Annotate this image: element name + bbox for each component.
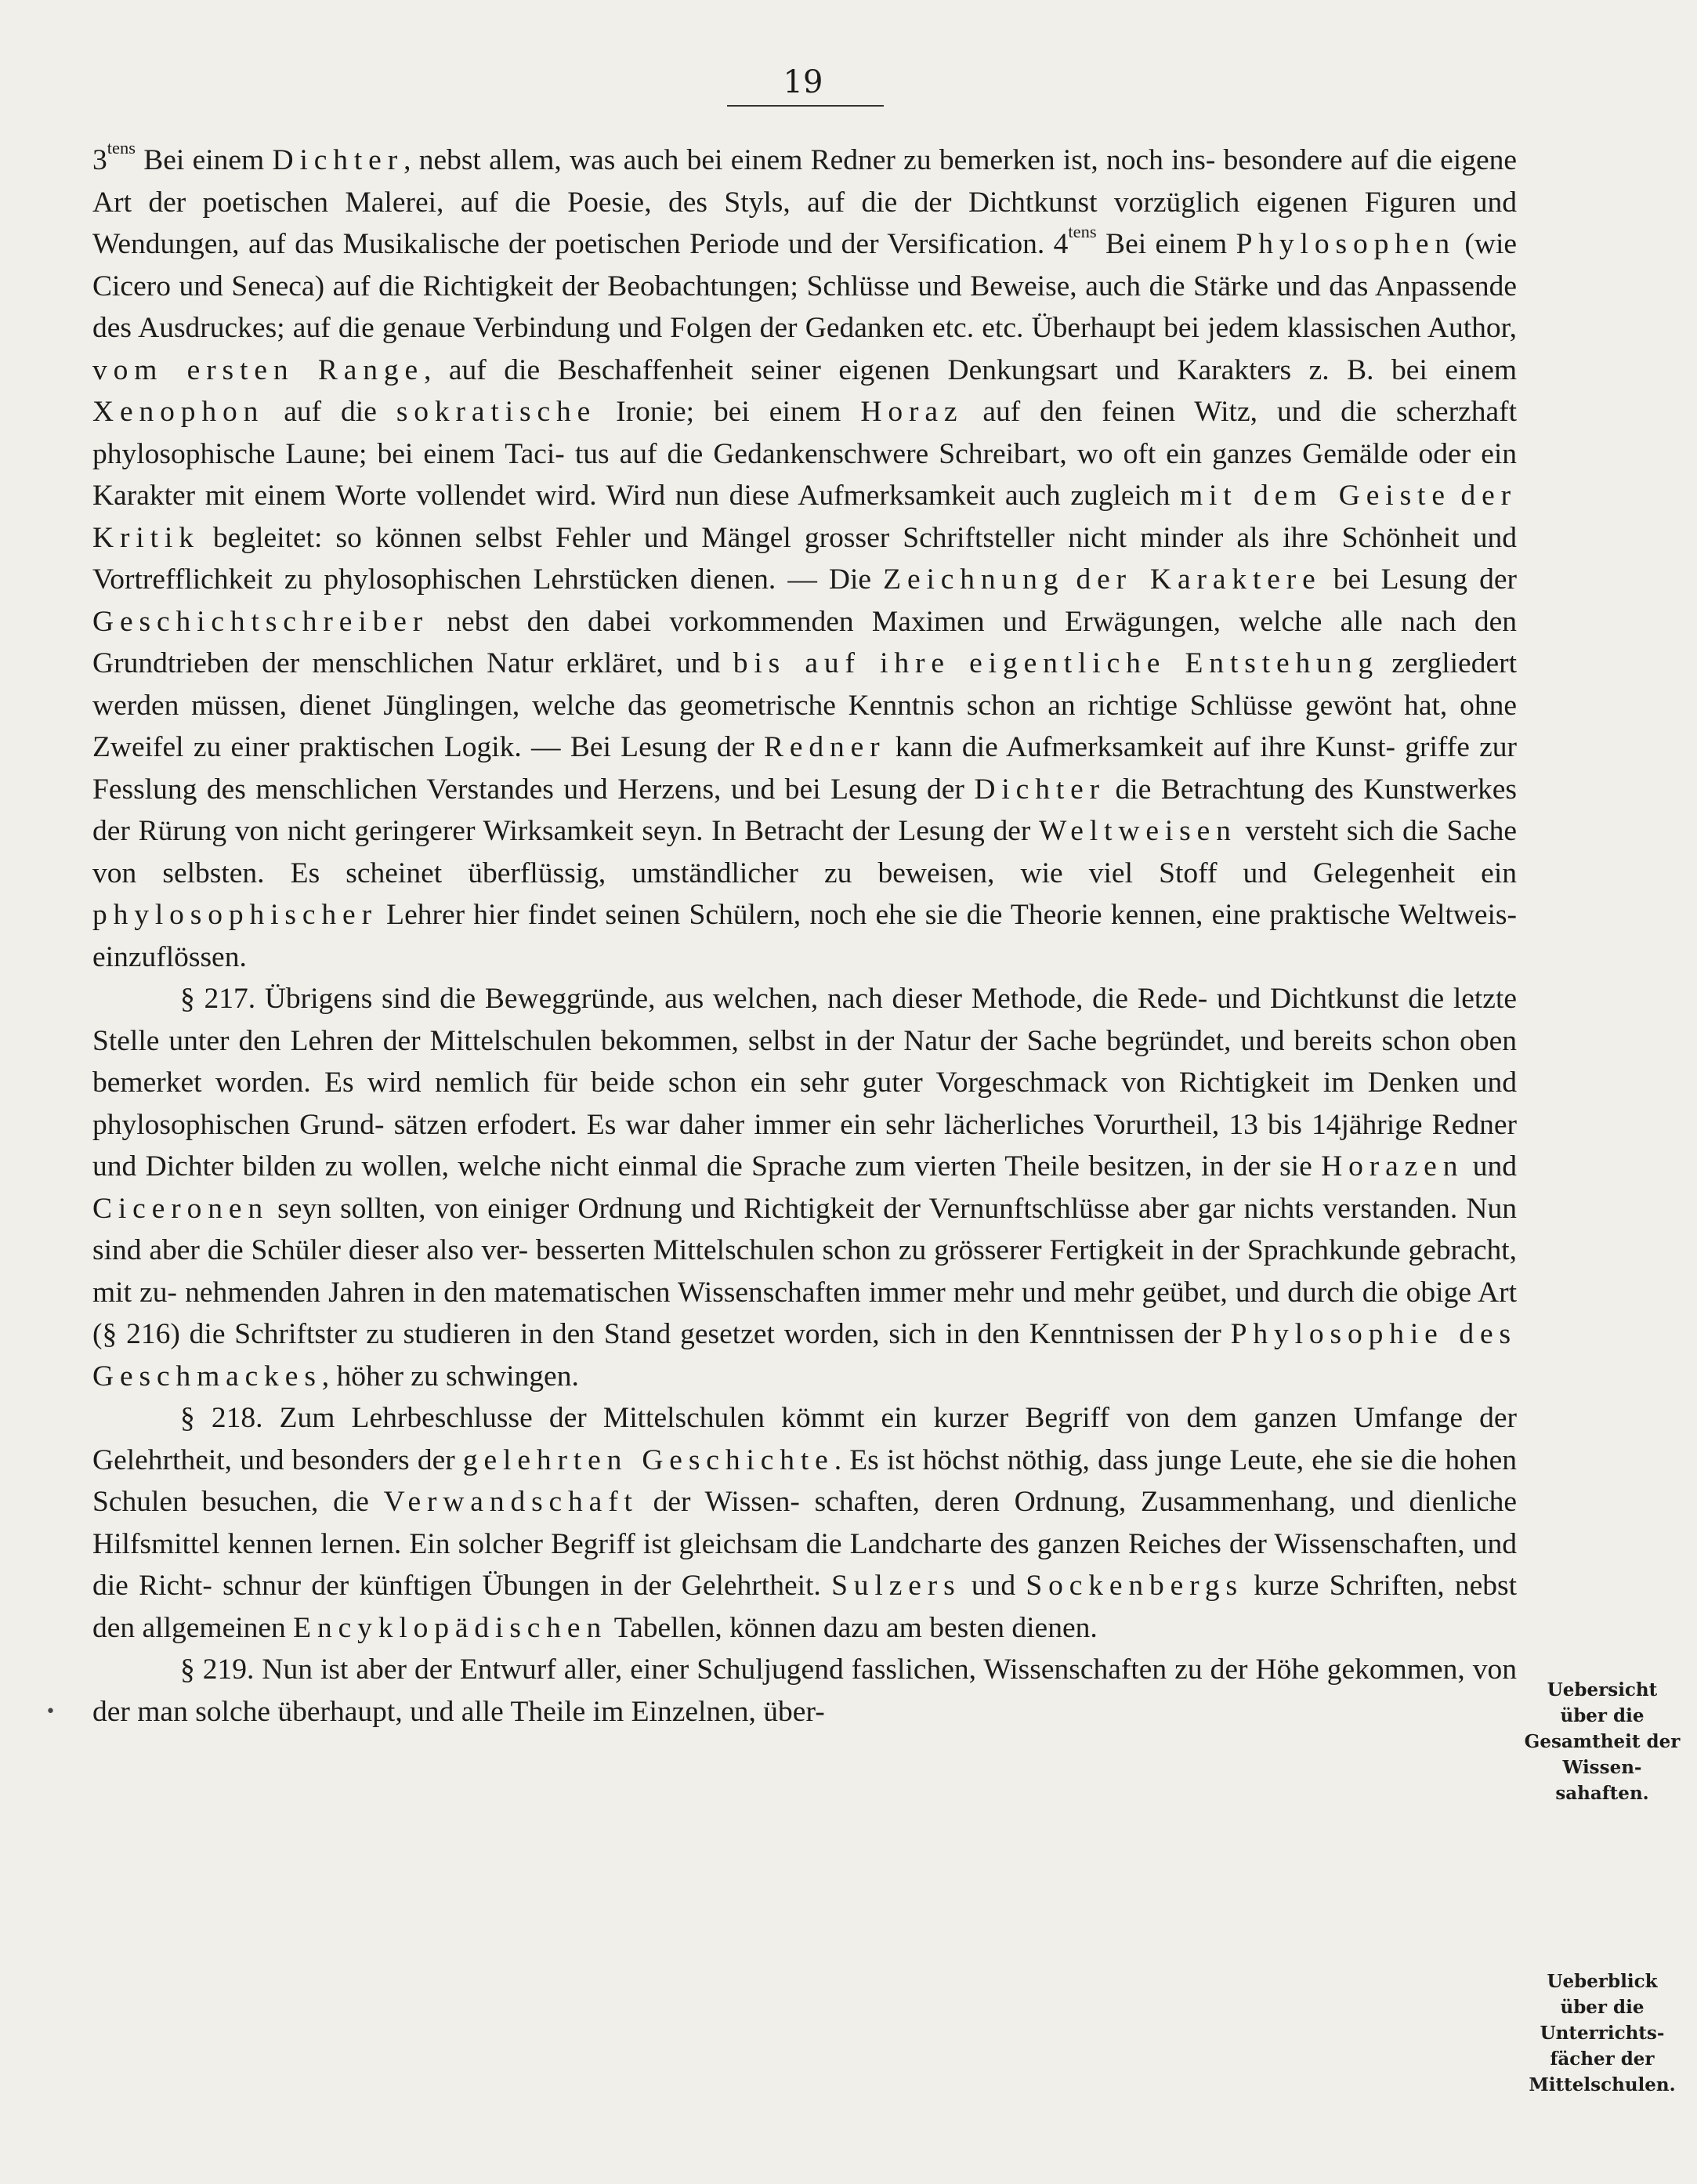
text-line: schaften, deren Ordnung, Zusammenhang, und dienliche Hilfsmittel kennen lernen. Ein solcher [92,1486,1518,1560]
margin-note-gesamtheit [1520,1677,1684,1806]
text-run: der Wissen- [638,1486,800,1518]
margin-note-line: sahaften. [1555,1783,1649,1804]
margin-note-line: über die [1560,1997,1645,2018]
text-line: nehmenden Jahren in den matematischen Wissenschaften immer mehr und mehr geübet, und [185,1276,1280,1309]
text-run: in der sie [1201,1150,1322,1183]
text-line: des Ausdruckes; auf die genaue Verbindung und Folgen der Gedanken etc. etc. Überhaupt [92,312,1156,344]
main-text-block [92,139,1517,1733]
text-run: . Es ist höchst nöthig, [834,1443,1090,1476]
spaced-term: bis auf ihre eigentliche Entstehung [733,647,1379,679]
spaced-term: Sockenbergs [1026,1570,1243,1602]
spaced-term: gelehrten Geschichte [462,1443,834,1476]
text-run: Periode und der Versification. 4 [689,228,1069,260]
text-line: tus auf die Gedankenschwere Schreibart, wo oft ein ganzes Gemälde oder ein Karakter mit [92,437,1518,512]
margin-note-line: Ueberblick [1547,1971,1658,1992]
text-line: die Betrachtung des Kunstwerkes der Rürung von nicht geringerer Wirksamkeit seyn. In [92,773,1517,847]
text-run: Umfange der Gelehrtheit, und besonders der [92,1402,1517,1476]
text-line: Natur der Sache begründet, und bereits schon oben bemerket worden. Es wird nemlich für [92,1024,1517,1099]
text-run: bei Lesung der [1321,563,1518,596]
header-rule [727,105,884,107]
text-run: schnur der künftigen Übungen in der Gelehrtheit. [223,1570,832,1602]
text-run: als ihre Schönheit und Vortrefflichkeit zu phylosophischen Lehrstücken dienen. — Die [92,521,1518,596]
text-line: und Dichter bilden zu wollen, welche nicht einmal die Sprache zum vierten Theile besitzen, [92,1150,1192,1183]
spaced-term: Dichter [974,773,1105,806]
spaced-term: Weltweisen [1039,815,1237,847]
text-run: Bei einem [1096,228,1236,260]
spaced-term: Verwandschaft [383,1486,639,1518]
text-line: Lehrer hier findet seinen Schülern, noch ehe sie die Theorie kennen, eine praktische Weltweis- [386,899,1518,931]
text-run: Ironie; bei [596,396,750,428]
spaced-term: sokratische [396,396,597,428]
text-run: Betracht der Lesung der [744,815,1040,847]
spaced-term: Phylosophie des Geschmackes [92,1318,1518,1393]
margin-note-line: Gesamtheit der [1524,1731,1681,1752]
spaced-term: mit dem Geiste [1179,480,1451,512]
spaced-term: phylosophischer [92,899,378,931]
text-line: Maximen und Erwägungen, welche alle nach den Grundtrieben der menschlichen Natur erkläret, [92,605,1517,679]
ordinal-suffix: tens [1068,221,1097,241]
margin-note-line: Uebersicht [1547,1679,1658,1700]
ordinal-suffix: tens [107,137,136,158]
text-run: kann die Aufmerksamkeit auf ihre Kunst- [885,731,1395,763]
text-run: einem [769,396,861,428]
spaced-term: Geschichtschreiber [92,605,429,638]
spaced-term: Redner [763,731,886,763]
text-run: Denkungsart und Karakters z. B. bei einem [947,353,1518,386]
text-run: , höher zu schwingen. [321,1360,579,1393]
text-run: einer praktischen Logik. — Bei Lesung der [230,731,764,763]
paragraph-218 [92,1397,1517,1649]
text-run: in den Kenntnissen der [945,1318,1231,1350]
text-run: (wie Cicero und Seneca) auf [92,228,1518,302]
spaced-term: Phylosophen [1236,228,1456,260]
margin-note-line: fächer der [1550,2048,1655,2070]
text-line: Begriff ist gleichsam die Landcharte des ganzen Reiches der Wissenschaften, und die Richt- [92,1527,1517,1602]
text-run: seyn sollten, von einiger Ordnung und Richtigkeit [268,1192,874,1225]
text-run: und [1464,1150,1518,1183]
margin-note-line: Wissen- [1562,1757,1642,1778]
margin-note-unterrichtsfaecher [1520,1968,1684,2098]
text-line: beide schon ein sehr guter Vorgeschmack von Richtigkeit im Denken und phylosophischen Grund- [92,1067,1518,1141]
text-line: die Richtigkeit der Beobachtungen; Schlüsse und Beweise, auch die Stärke und das Anpassende [378,270,1518,302]
text-line: § 218. Zum Lehrbeschlusse der Mittelschulen kömmt ein kurzer Begriff von dem ganzen [180,1402,1337,1434]
text-line: und Dichtkunst die letzte Stelle unter den Lehren der Mittelschulen bekommen, selbst in der [92,983,1518,1057]
spaced-term: Horazen [1321,1150,1464,1183]
text-line: besondere auf die eigene Art der poetischen Malerei, auf die Poesie, des Styls, auf die der [92,144,1518,219]
text-run: versteht sich die Sache von selbsten. Es scheinet [92,815,1518,889]
spaced-term: Sulzers [831,1570,961,1602]
paragraph-ars-critica [92,139,1517,978]
text-line: dienen. [1011,1611,1098,1644]
text-run: begleitet: so können selbst Fehler und Mängel grosser Schriftsteller nicht minder [199,521,1224,554]
text-run: zergliedert werden müssen, dienet Jünglingen, [92,647,1517,722]
ordinal-number: 3 [92,144,107,176]
text-run: überflüssig, umständlicher zu beweisen, wie viel Stoff und Gelegenheit ein [468,857,1517,889]
spaced-term: Dichter [272,144,404,176]
text-run: nebst den dabei vorkommenden [429,605,854,638]
text-run: Bei einem [136,144,273,176]
text-run: bei jedem klassischen Author, [1163,312,1517,344]
margin-bullet-mark: • [45,1702,56,1722]
text-line: Dichtkunst vorzüglich eigenen Figuren und Wendungen, auf das Musikalische der poetischen [92,186,1517,260]
spaced-term: der Karaktere [1076,563,1322,596]
text-line: einzuflössen. [92,940,247,973]
text-line: zu der Höhe gekommen, von der man solche überhaupt, und alle Theile im Einzelnen, über- [92,1653,1517,1728]
text-line: besserten Mittelschulen schon zu grösserer Fertigkeit in der Sprachkunde gebracht, mit zu- [92,1234,1518,1309]
text-run: einem Worte vollendet wird. Wird nun diese Aufmerksamkeit auch zugleich [254,480,1180,512]
margin-note-line: Mittelschulen. [1529,2074,1676,2095]
text-run: auf den feinen Witz, und die scherzhaft phylosophische Laune; bei einem Taci- [92,396,1517,470]
paragraph-217 [92,978,1517,1397]
text-line: § 217. Übrigens sind die Beweggründe, aus welchen, nach dieser Methode, die Rede- [180,983,1208,1015]
text-run: dass junge Leute, ehe sie die hohen Schulen besuchen, die [92,1443,1517,1518]
text-line: § 219. Nun ist aber der Entwurf aller, einer Schuljugend fasslichen, Wissenschaften [180,1653,1167,1686]
text-line: der Vernunftschlüsse aber gar nichts verstanden. Nun sind aber die Schüler dieser also ver- [92,1192,1518,1266]
text-run: , auf die Beschaffenheit seiner eigenen [424,353,930,386]
text-run: kurze [1243,1570,1319,1602]
text-run: , nebst allem, was auch bei einem Redner zu bemerken ist, noch ins- [403,144,1216,176]
spaced-term: Ciceronen [92,1192,269,1225]
spaced-term: der Kritik [92,480,1518,554]
text-run: Schriften, nebst den allgemeinen [92,1570,1518,1644]
margin-note-line: über die [1560,1705,1645,1726]
text-run: Tabellen, können dazu am besten [607,1611,1005,1644]
text-line: welche das geometrische Kenntnis schon an richtige Schlüsse gewönt hat, ohne Zweifel zu [92,689,1518,763]
margin-note-line: Unterrichts- [1540,2023,1665,2044]
spaced-term: vom ersten Range [92,353,425,386]
spaced-term: Encyklopädischen [293,1611,608,1644]
text-line: sätzen erfodert. Es war daher immer ein sehr lächerliches Vorurtheil, 13 bis 14jährige Redner [393,1108,1518,1141]
text-run: griffe zur Fesslung des menschlichen Verstandes und Herzens, und bei Lesung der [92,731,1518,806]
text-line: durch die obige Art (§ 216) die Schriftster zu studieren in den Stand gesetzet worden, sich [92,1276,1518,1350]
spaced-term: Zeichnung [883,563,1065,596]
text-run: und [676,647,733,679]
paragraph-219 [92,1649,1517,1733]
spaced-term: Horaz [860,396,964,428]
text-run: auf die [264,396,396,428]
spaced-term: Xenophon [92,396,265,428]
page-number: 19 [783,64,823,100]
text-run: und [961,1570,1026,1602]
